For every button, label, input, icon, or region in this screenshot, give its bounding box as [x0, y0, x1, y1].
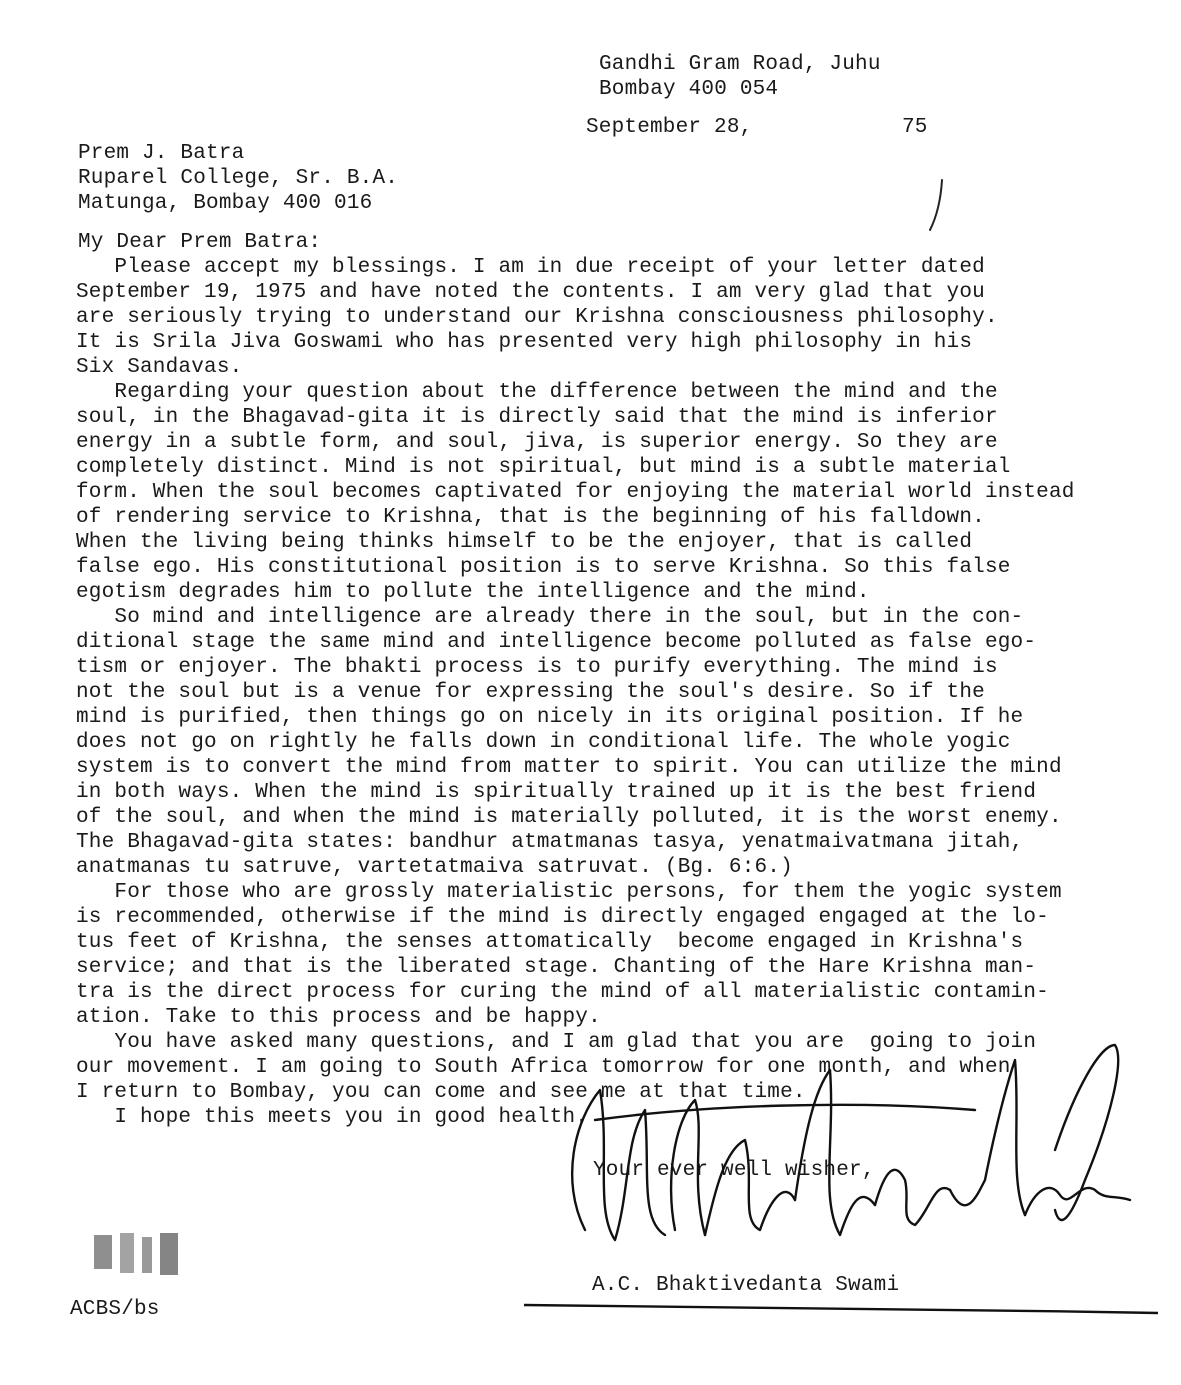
body-line: So mind and intelligence are already there in the soul, but in the con- — [76, 606, 1024, 629]
body-line: system is to convert the mind from matter to spirit. You can utilize the mind — [76, 756, 1062, 779]
handwritten-signature — [555, 1030, 1145, 1270]
letter-date: September 28, — [586, 116, 753, 139]
salutation: My Dear Prem Batra: — [78, 231, 322, 254]
body-line: The Bhagavad-gita states: bandhur atmatmanas tasya, yenatmaivatmana jitah, — [76, 831, 1024, 854]
body-line: service; and that is the liberated stage. Chanting of the Hare Krishna man- — [76, 956, 1037, 979]
body-line: tism or enjoyer. The bhakti process is to purify everything. The mind is — [76, 656, 998, 679]
body-line: form. When the soul becomes captivated for enjoying the material world instead — [76, 481, 1075, 504]
body-line: September 19, 1975 and have noted the contents. I am very glad that you — [76, 281, 985, 304]
body-line: are seriously trying to understand our Krishna consciousness philosophy. — [76, 306, 998, 329]
letter-year: 75 — [902, 116, 928, 139]
body-line: Please accept my blessings. I am in due receipt of your letter dated — [76, 256, 985, 279]
body-line: is recommended, otherwise if the mind is directly engaged engaged at the lo- — [76, 906, 1049, 929]
body-line: ation. Take to this process and be happy. — [76, 1006, 601, 1029]
body-line: You have asked many questions, and I am glad that you are going to join — [76, 1031, 1037, 1054]
body-line: Regarding your question about the difference between the mind and the — [76, 381, 998, 404]
body-line: completely distinct. Mind is not spiritual, but mind is a subtle material — [76, 456, 1011, 479]
body-line: egotism degrades him to pollute the intelligence and the mind. — [76, 581, 870, 604]
body-line: false ego. His constitutional position is to serve Krishna. So this false — [76, 556, 1011, 579]
body-line: mind is purified, then things go on nicely in its original position. If he — [76, 706, 1024, 729]
closing: Your ever well wisher, — [593, 1159, 875, 1182]
recipient-name: Prem J. Batra — [78, 142, 245, 165]
body-line: When the living being thinks himself to be the enjoyer, that is called — [76, 531, 973, 554]
body-line: of rendering service to Krishna, that is the beginning of his falldown. — [76, 506, 985, 529]
body-line: For those who are grossly materialistic persons, for them the yogic system — [76, 881, 1062, 904]
reference-initials: ACBS/bs — [70, 1298, 160, 1321]
body-line: energy in a subtle form, and soul, jiva, is superior energy. So they are — [76, 431, 998, 454]
body-line: Six Sandavas. — [76, 356, 243, 379]
recipient-address-line2: Ruparel College, Sr. B.A. — [78, 167, 399, 190]
file-stamp — [90, 1225, 200, 1280]
body-line: I return to Bombay, you can come and see me at that time. — [76, 1081, 806, 1104]
body-line: anatmanas tu satruve, vartetatmaiva satruvat. (Bg. 6:6.) — [76, 856, 793, 879]
body-line: ditional stage the same mind and intelligence become polluted as false ego- — [76, 631, 1037, 654]
body-line: tra is the direct process for curing the mind of all materialistic contamin- — [76, 981, 1049, 1004]
signature-underline — [522, 1299, 1162, 1319]
handwritten-tick-mark — [925, 176, 950, 236]
body-line: in both ways. When the mind is spiritually trained up it is the best friend — [76, 781, 1037, 804]
recipient-address-line3: Matunga, Bombay 400 016 — [78, 192, 373, 215]
sender-address-line1: Gandhi Gram Road, Juhu — [599, 53, 881, 76]
body-line: does not go on rightly he falls down in conditional life. The whole yogic — [76, 731, 1011, 754]
signatory-name: A.C. Bhaktivedanta Swami — [592, 1274, 900, 1297]
body-line: our movement. I am going to South Africa tomorrow for one month, and when — [76, 1056, 1011, 1079]
body-line: not the soul but is a venue for expressing the soul's desire. So if the — [76, 681, 985, 704]
body-line: soul, in the Bhagavad-gita it is directly said that the mind is inferior — [76, 406, 998, 429]
sender-address-line2: Bombay 400 054 — [599, 78, 779, 101]
body-line: of the soul, and when the mind is materially polluted, it is the worst enemy. — [76, 806, 1062, 829]
body-line: tus feet of Krishna, the senses attomatically become engaged in Krishna's — [76, 931, 1024, 954]
letter-body — [76, 255, 1076, 1130]
body-line: I hope this meets you in good health. — [76, 1106, 589, 1129]
body-line: It is Srila Jiva Goswami who has presented very high philosophy in his — [76, 331, 973, 354]
